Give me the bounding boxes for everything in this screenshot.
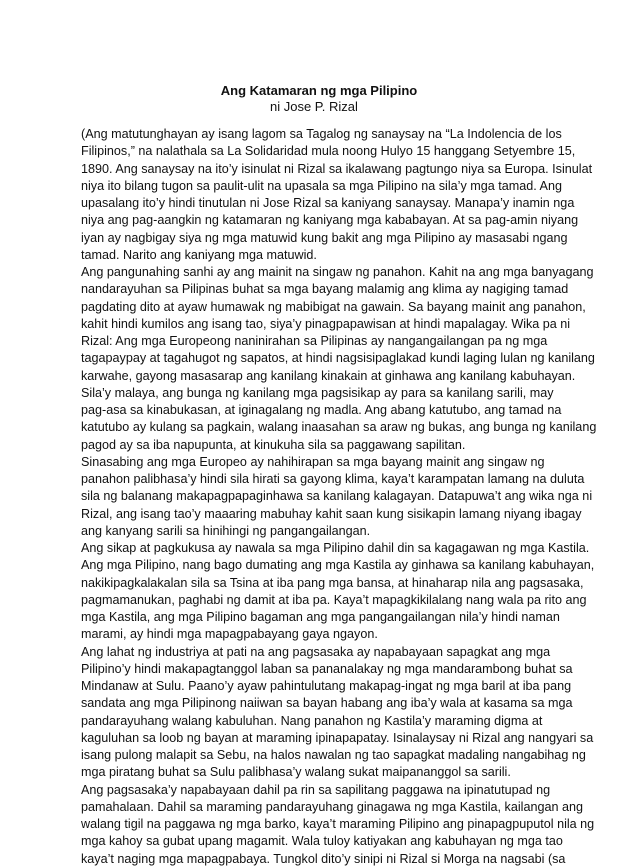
body-line: pag-asa sa kinabukasan, at iginagalang ng madla. Ang abang katutubo, ang tamad na [81, 403, 562, 417]
body-line: pagdating dito at ayaw humawak ng mabibigat na gawain. Sa bayang mainit ang panahon, [81, 299, 586, 314]
body-line: upasalang ito’y hindi tinutulan ni Jose Rizal sa kaniyang sanaysay. Manapa’y inamin nga [81, 196, 575, 210]
body-line: pagmamanukan, paghabi ng damit at iba pa. Kaya’t mapagkikilalang nang wala pa rito ang [81, 592, 587, 607]
body-line: niya ang pag-aangkin ng katamaran ng kaniyang mga kababayan. At sa pag-amin niyang [81, 213, 579, 228]
body-line: panahon palibhasa’y hindi sila hirati sa gayong klima, kaya’t karampatan lamang na duluta [81, 472, 585, 486]
body-line: niya ito bilang tugon sa paulit-ulit na upasala sa mga Pilipino na sila’y mga tamad. Ang [81, 178, 562, 193]
body-line: Ang lahat ng industriya at pati na ang pagsasaka ay napabayaan sapagkat ang mga [81, 644, 551, 659]
body-line: pagod ay sa iba napupunta, at kinukuha sila sa paggawang sapilitan. [81, 437, 466, 452]
body-line: Ang sikap at pagkukusa ay nawala sa mga Pilipino dahil din sa kagagawan ng mga Kastila. [81, 541, 590, 555]
body-line: mga piratang buhat sa Sulu palibhasa’y walang sukat maipananggol sa sarili. [81, 765, 511, 780]
document-author: ni Jose P. Rizal [270, 99, 358, 114]
body-line: Ang pangunahing sanhi ay ang mainit na singaw ng panahon. Kahit na ang mga banyagang [81, 265, 594, 279]
body-line: sandata ang mga Pilipinong naiiwan sa bayan habang ang iba’y wala at kasama sa mga [81, 696, 573, 711]
body-line: nandarayuhan sa Pilipinas buhat sa mga bayang malamig ang klima ay nagiging tamad [81, 282, 569, 297]
body-line: katutubo ay kulang sa pagkain, walang inaasahan sa araw ng bukas, ang bunga ng kanilang [81, 420, 597, 435]
body-line: pandarayuhang walang kabuluhan. Nang panahon ng Kastila’y maraming digma at [81, 713, 543, 728]
body-line: tagapaypay at tagahugot ng sapatos, at hindi nagsisipaglakad kundi laging lulan ng kanilang [81, 351, 595, 366]
body-line: Rizal: Ang mga Europeong naninirahan sa Pilipinas ay nangangailangan pa ng mga [81, 334, 548, 348]
body-line: tamad. Narito ang kaniyang mga matuwid. [81, 247, 317, 262]
body-line: karwahe, gayong masasarap ang kanilang kinakain at ginhawa ang kanilang kabuhayan. [81, 368, 576, 383]
body-line: mga Kastila, ang mga Pilipino bagaman ang mga pangangailangan nila’y hindi naman [81, 610, 560, 624]
document-body [81, 126, 597, 866]
body-line: 1890. Ang sanaysay na ito’y isinulat ni Rizal sa ikalawang pagtungo niya sa Europa. Isinulat [81, 161, 593, 176]
body-line: pamahalaan. Dahil sa maraming pandarayuhang ginagawa ng mga Kastila, kailangan ang [81, 799, 583, 814]
body-line: iyan ay nagbigay siya ng mga matuwid kung bakit ang mga Pilipino ay masasabi ngang [81, 230, 568, 245]
body-line: Pilipino’y hindi makapagtanggol laban sa pananalakay ng mga mandarambong buhat sa [81, 661, 573, 676]
body-line: (Ang matutunghayan ay isang lagom sa Tagalog ng sanaysay na “La Indolencia de los [81, 127, 562, 141]
body-line: ang kanyang sarili sa hinihingi ng pangangailangan. [81, 523, 371, 538]
document-title: Ang Katamaran ng mga Pilipino [220, 83, 418, 98]
body-line: Mindanaw at Sulu. Paano’y ayaw pahintulutang makapag-ingat ng mga baril at iba pang [81, 679, 572, 693]
body-line: Sila’y malaya, ang bunga ng kanilang mga pagsisikap ay para sa kanilang sarili, may [81, 385, 554, 400]
body-line: walang tigil na paggawa ng mga barko, kaya’t maraming Pilipino ang pinapagpuputol nila ng [81, 817, 595, 831]
body-line: isang pulong malapit sa Sebu, na halos nawalan ng tao sapagkat madaling nangabihag ng [81, 748, 586, 762]
body-line: Ang pagsasaka’y napabayaan dahil pa rin sa sapilitang paggawa na ipinatutupad ng [81, 782, 551, 797]
body-line: kaguluhan sa loob ng bayan at maraming ipinapapatay. Isinalaysay ni Rizal ang nangyari sa [81, 730, 594, 745]
body-line: sila ng balanang makapagpapaginhawa sa kanilang kalagayan. Datapuwa’t ang wika nga ni [81, 489, 593, 504]
body-line: kaya’t naging mga mapagpabaya. Tungkol dito’y sinipi ni Rizal si Morga na nagsabi (sa [81, 851, 566, 866]
body-line: Rizal, ang isang tao’y maaaring mabuhay kahit saan kung sisikapin lamang niyang ibagay [81, 506, 582, 521]
body-line: Ang mga Pilipino, nang bago dumating ang mga Kastila ay ginhawa sa kanilang kabuhayan, [81, 558, 595, 573]
body-line: Filipinos,” na nalathala sa La Solidaridad mula noong Hulyo 15 hanggang Setyembre 15, [81, 144, 576, 159]
body-line: nakikipagkalakalan sila sa Tsina at iba pang mga bansa, at hinaharap nila ang pagsasaka, [81, 575, 584, 590]
body-line: kahit hindi kumilos ang isang tao, siya’y pinagpapawisan at hindi mapalagay. Wika pa ni [81, 316, 571, 331]
body-line: mga kahoy sa gubat upang magamit. Wala tuloy katiyakan ang kabuhayan ng mga tao [81, 834, 563, 849]
body-line: Sinasabing ang mga Europeo ay nahihirapan sa mga bayang mainit ang singaw ng [81, 454, 545, 469]
body-line: marami, ay hindi mga mapagpabayang gaya ngayon. [81, 627, 378, 642]
